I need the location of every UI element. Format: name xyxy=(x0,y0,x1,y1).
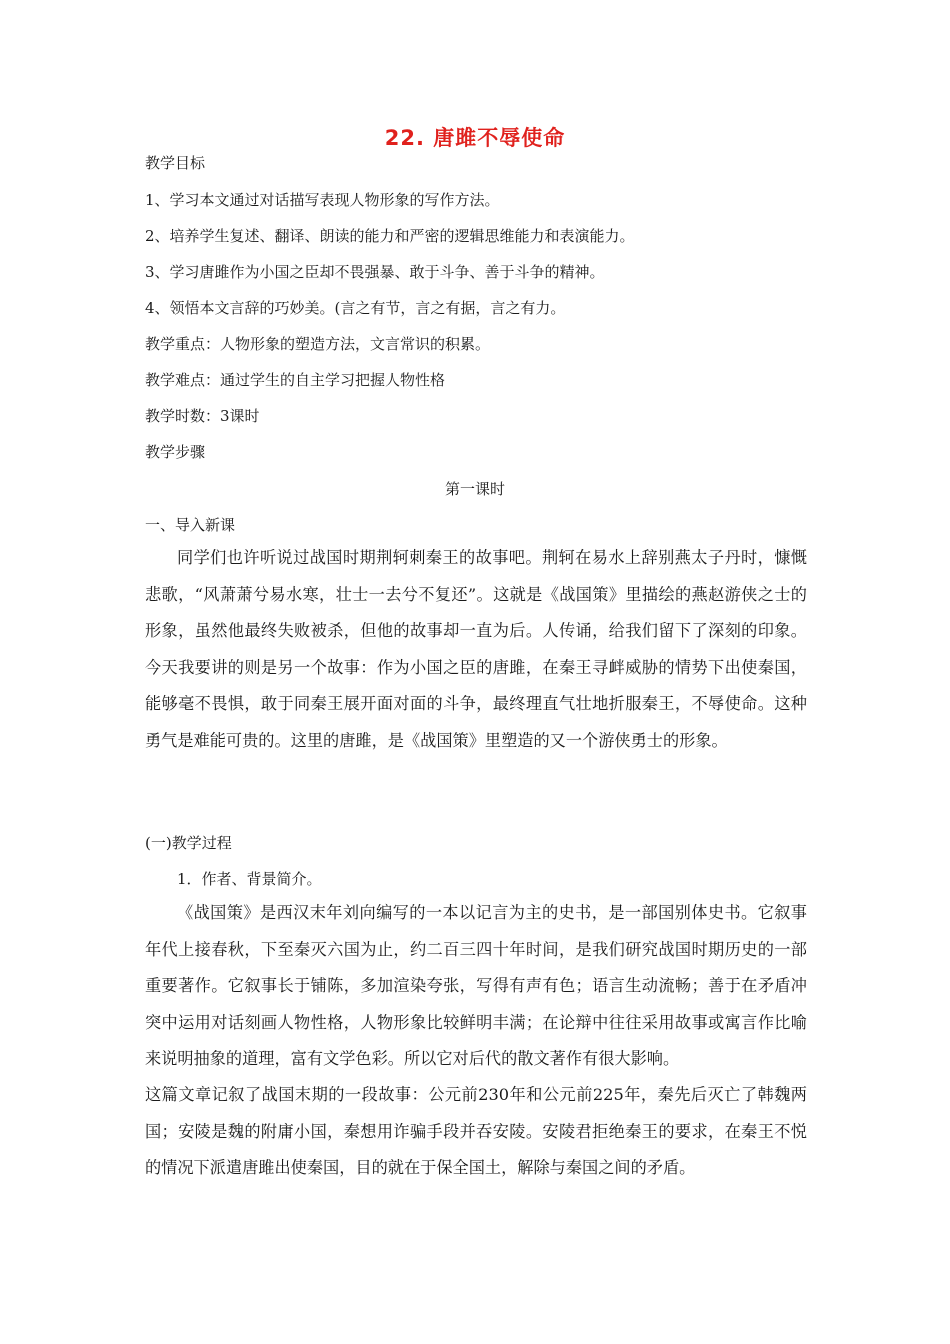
steps-heading: 教学步骤 xyxy=(145,443,206,461)
subitem-author-background: 1．作者、背景简介。 xyxy=(177,870,322,888)
objectives-heading: 教学目标 xyxy=(145,154,206,172)
objective-item-1: 1、学习本文通过对话描写表现人物形象的写作方法。 xyxy=(145,191,500,209)
intro-paragraph: 同学们也许听说过战国时期荆轲刺秦王的故事吧。荆轲在易水上辞别燕太子丹时，慷慨悲歌，“风萧萧兮易水寒，壮士一去兮不复还”。这就是《战国策》里描绘的燕赵游侠之士的形象，虽然他最终失败被杀，但他的故事却一直为后。人传诵，给我们留下了深刻的印象。今天我要讲的则是另一个故事：作为小国之臣的唐雎，在秦王寻衅威胁的情势下出使秦国，能够毫不畏惧，敢于同秦王展开面对面的斗争，最终理直气壮地折服秦王，不辱使命。这种勇气是难能可贵的。这里的唐雎，是《战国策》里塑造的又一个游侠勇士的形象。 xyxy=(145,548,807,750)
objective-item-4: 4、领悟本文言辞的巧妙美。(言之有节，言之有据，言之有力。 xyxy=(145,299,566,317)
background-paragraph: 这篇文章记叙了战国末期的一段故事：公元前230年和公元前225年，秦先后灭亡了韩魏两国；安陵是魏的附庸小国，秦想用诈骗手段并吞安陵。安陵君拒绝秦王的要求，在秦王不悦的情况下派遣唐雎出使秦国，目的就在于保全国土，解除与秦国之间的矛盾。 xyxy=(145,1085,807,1177)
author-paragraph: 《战国策》是西汉末年刘向编写的一本以记言为主的史书，是一部国别体史书。它叙事年代上接春秋，下至秦灭六国为止，约二百三四十年时间，是我们研究战国时期历史的一部重要著作。它叙事长于铺陈，多加渲染夸张，写得有声有色；语言生动流畅；善于在矛盾冲突中运用对话刻画人物性格，人物形象比较鲜明丰满；在论辩中往往采用故事或寓言作比喻来说明抽象的道理，富有文学色彩。所以它对后代的散文著作有很大影响。 xyxy=(145,903,807,1068)
section-heading-intro: 一、导入新课 xyxy=(145,516,236,534)
key-point: 教学重点：人物形象的塑造方法，文言常识的积累。 xyxy=(145,335,491,353)
lesson-heading: 第一课时 xyxy=(444,480,505,498)
difficulty: 教学难点：通过学生的自主学习把握人物性格 xyxy=(145,371,446,389)
teaching-hours: 教学时数：3课时 xyxy=(145,407,260,425)
document-title: 22. 唐雎不辱使命 xyxy=(384,126,566,150)
process-heading: (一)教学过程 xyxy=(145,834,232,852)
objective-item-2: 2、培养学生复述、翻译、朗读的能力和严密的逻辑思维能力和表演能力。 xyxy=(145,227,635,245)
objective-item-3: 3、学习唐雎作为小国之臣却不畏强暴、敢于斗争、善于斗争的精神。 xyxy=(145,263,605,281)
